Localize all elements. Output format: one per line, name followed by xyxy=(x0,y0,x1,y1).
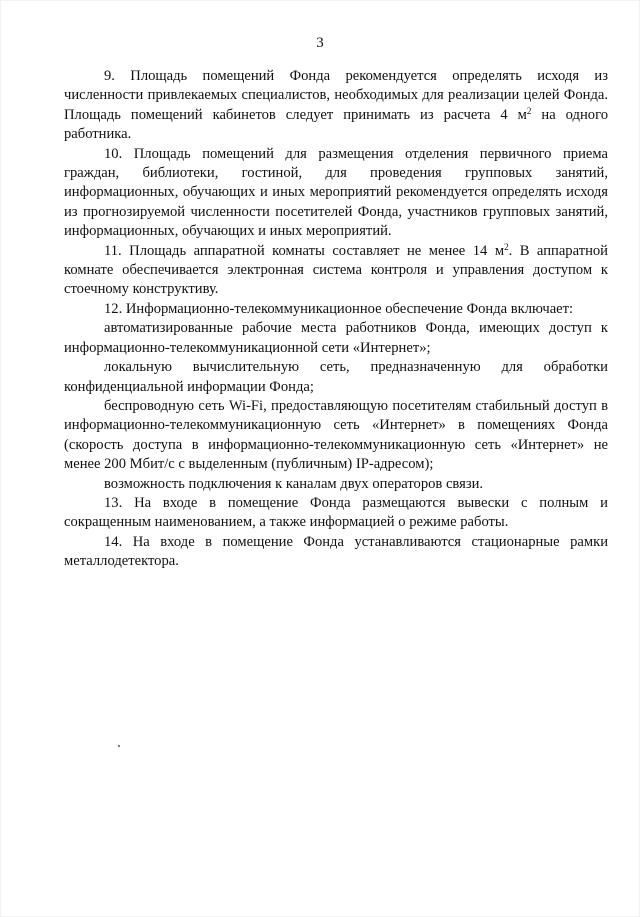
document-body xyxy=(64,67,608,572)
list-item-local-network: локальную вычислительную сеть, предназначенную для обработки конфиденциальной информации Фонда; xyxy=(64,359,608,395)
list-item-wifi: беспроводную сеть Wi-Fi, предоставляющую посетителям стабильный доступ в информационно-телекоммуникационную сеть «Интернет» в помещениях Фонда (скорость доступа в информационно-телекоммуникационную сеть «Интернет» не менее 200 Мбит/с с выделенным (публичным) IP-адресом); xyxy=(64,397,608,473)
paragraph-item-12: 12. Информационно-телекоммуникационное обеспечение Фонда включает: xyxy=(104,300,574,317)
list-item-workstations: автоматизированные рабочие места работников Фонда, имеющих доступ к информационно-телекоммуникационной сети «Интернет»; xyxy=(64,320,608,356)
paragraph-text: . В аппаратной комнате обеспечивается электронная система контроля и управления доступом к стоечному конструктиву. xyxy=(64,242,608,298)
paragraph-item-10: 10. Площадь помещений для размещения отделения первичного приема граждан, библиотеки, гостиной, для проведения групповых занятий, информационных, обучающих и иных мероприятий рекомендуется определять исходя из прогнозируемой численности посетителей Фонда, участников групповых занятий, информационных, обучающих и иных мероприятий. xyxy=(64,145,608,240)
paragraph-text: на одного работника. xyxy=(64,106,608,143)
superscript: 2 xyxy=(526,105,532,116)
paragraph-item-9 xyxy=(64,67,608,145)
superscript: 2 xyxy=(504,241,509,252)
list-item-operators: возможность подключения к каналам двух операторов связи. xyxy=(104,475,484,492)
paragraph-text: 9. Площадь помещений Фонда рекомендуется определять исходя из численности привлекаемых специалистов, необходимых для реализации целей Фонда. Площадь помещений кабинетов следует принимать из расчета 4 м xyxy=(64,68,608,123)
paragraph-item-13: 13. На входе в помещение Фонда размещаются вывески с полным и сокращенным наименованием, а также информацией о режиме работы. xyxy=(64,494,608,531)
scan-speck xyxy=(118,745,120,747)
paragraph-text: 11. Площадь аппаратной комнаты составляет не менее 14 м xyxy=(104,242,505,259)
paragraph-item-14: 14. На входе в помещение Фонда устанавливаются стационарные рамки металлодетектора. xyxy=(64,533,608,570)
paragraph-item-11 xyxy=(64,242,608,300)
page-number: 3 xyxy=(316,35,324,51)
